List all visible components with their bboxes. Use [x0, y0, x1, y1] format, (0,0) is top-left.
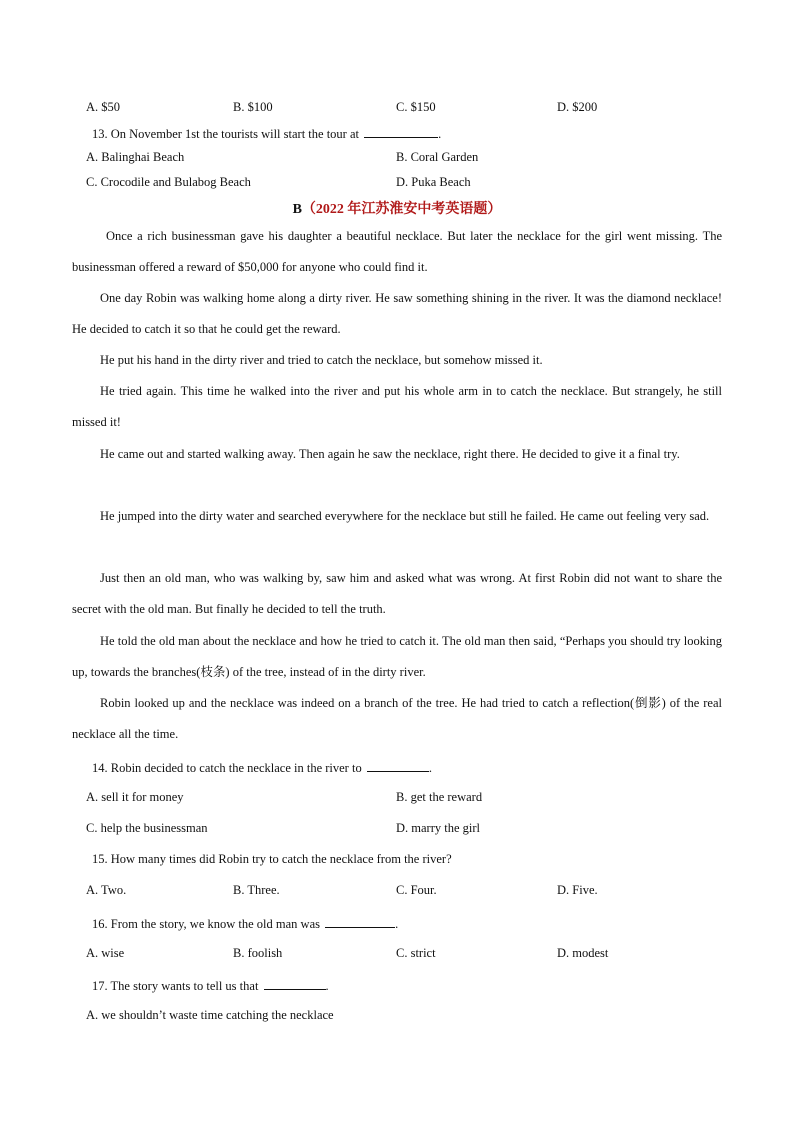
q16-option-c: C. strict	[396, 946, 436, 960]
q14-option-d: D. marry the girl	[396, 821, 481, 835]
q15-question: 15. How many times did Robin try to catch the necklace from the river?	[92, 852, 452, 866]
q16-option-d: D. modest	[557, 946, 609, 960]
passage-paragraph: He jumped into the dirty water and searched everywhere for the necklace but still he failed. He came out feeling very sad.	[100, 509, 710, 523]
q17-question	[92, 977, 329, 994]
q14-question-end: .	[428, 761, 432, 775]
passage-paragraph: Just then an old man, who was walking by, saw him and asked what was wrong. At first Robin did not want to share the secret with the old man. But finally he decided to tell the truth.	[72, 571, 722, 616]
q12-option-a: A. $50	[86, 100, 121, 114]
q13-option-b: B. Coral Garden	[396, 150, 479, 164]
q15-option-a: A. Two.	[86, 883, 127, 897]
section-b-heading	[0, 198, 794, 218]
passage-paragraph: He tried again. This time he walked into the river and put his whole arm in to catch the necklace. But strangely, he still missed it!	[72, 384, 722, 429]
q14-option-c: C. help the businessman	[86, 821, 208, 835]
q12-option-d: D. $200	[557, 100, 598, 114]
q12-option-b: B. $100	[233, 100, 273, 114]
q14-answer-blank	[367, 759, 429, 772]
q14-question	[92, 759, 432, 776]
q13-question-end: .	[438, 127, 442, 141]
q14-question-text: 14. Robin decided to catch the necklace in the river to	[92, 761, 362, 775]
passage-paragraph: Once a rich businessman gave his daughter a beautiful necklace. But later the necklace for the girl went missing. The businessman offered a reward of $50,000 for anyone who could find it.	[72, 229, 722, 274]
passage-paragraph: He put his hand in the dirty river and tried to catch the necklace, but somehow missed it.	[100, 353, 543, 367]
q13-question-text: 13. On November 1st the tourists will start the tour at	[92, 127, 359, 141]
section-b-label: B	[292, 202, 302, 217]
passage-paragraph: One day Robin was walking home along a dirty river. He saw something shining in the river. It was the diamond necklace! He decided to catch it so that he could get the reward.	[72, 291, 722, 336]
q14-option-a: A. sell it for money	[86, 790, 184, 804]
passage-paragraph: He told the old man about the necklace and how he tried to catch it. The old man then said, “Perhaps you should try looking up, towards the branches(枝条) of the tree, instead of in the dirty river.	[72, 634, 722, 679]
passage-paragraph: Robin looked up and the necklace was indeed on a branch of the tree. He had tried to catch a reflection(倒影) of the real necklace all the time.	[72, 696, 722, 741]
q15-option-b: B. Three.	[233, 883, 280, 897]
passage-paragraph: He came out and started walking away. Then again he saw the necklace, right there. He decided to give it a final try.	[100, 447, 680, 461]
q16-option-b: B. foolish	[233, 946, 283, 960]
q16-question-end: .	[395, 917, 399, 931]
q17-question-text: 17. The story wants to tell us that	[92, 979, 259, 993]
q17-option-a: A. we shouldn’t waste time catching the necklace	[86, 1008, 334, 1022]
q17-question-end: .	[325, 979, 329, 993]
section-b-source: （2022 年江苏淮安中考英语题）	[301, 202, 502, 217]
q16-question	[92, 915, 398, 932]
q13-option-a: A. Balinghai Beach	[86, 150, 185, 164]
q15-option-d: D. Five.	[557, 883, 598, 897]
q12-option-c: C. $150	[396, 100, 436, 114]
q16-answer-blank	[325, 915, 395, 928]
q15-option-c: C. Four.	[396, 883, 437, 897]
q13-option-c: C. Crocodile and Bulabog Beach	[86, 175, 251, 189]
q13-question	[92, 125, 441, 142]
q16-option-a: A. wise	[86, 946, 125, 960]
q13-answer-blank	[364, 125, 438, 138]
q16-question-text: 16. From the story, we know the old man was	[92, 917, 320, 931]
q13-option-d: D. Puka Beach	[396, 175, 471, 189]
q14-option-b: B. get the reward	[396, 790, 483, 804]
q17-answer-blank	[264, 977, 326, 990]
